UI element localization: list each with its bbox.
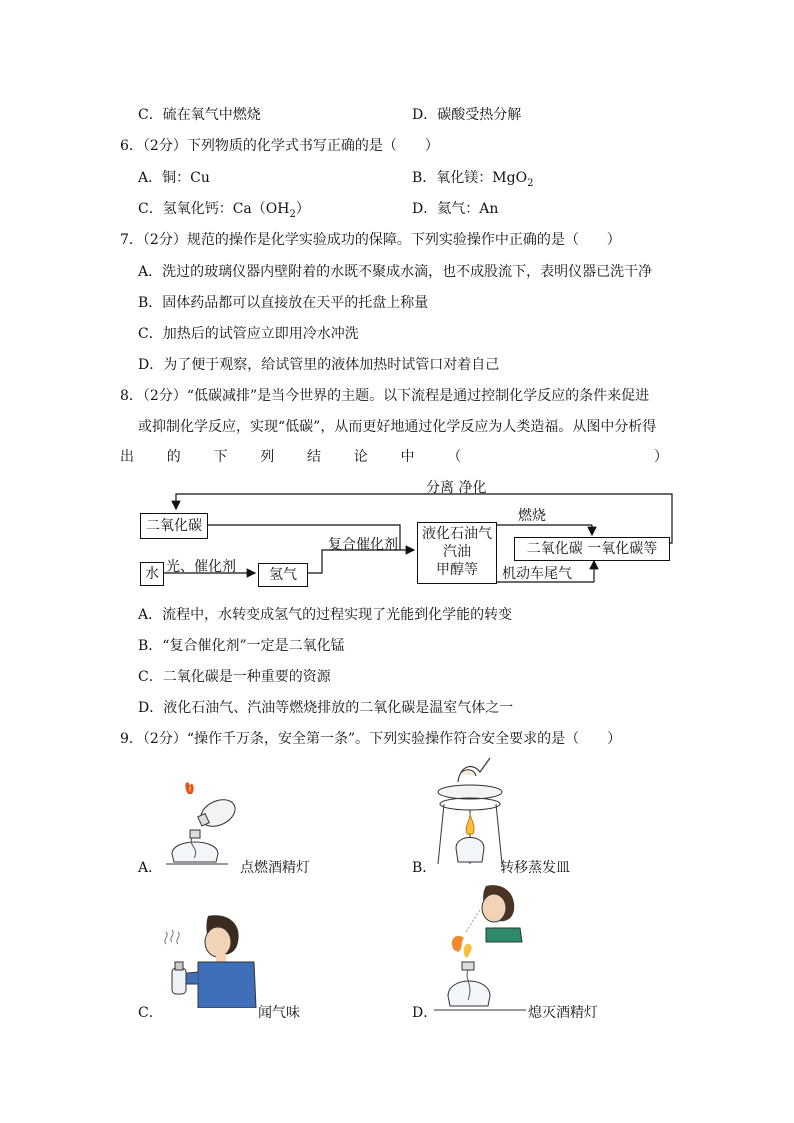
q8-option-d: D．液化石油气、汽油等燃烧排放的二氧化碳是温室气体之一	[138, 700, 514, 716]
q8-option-a: A．流程中，水转变成氢气的过程实现了光能到化学能的转变	[138, 607, 513, 623]
label-composite-catalyst: 复合催化剂	[328, 537, 398, 553]
label-vehicle-exhaust: 机动车尾气	[502, 566, 572, 582]
q8-option-b: B．“复合催化剂”一定是二氧化锰	[138, 638, 345, 654]
evaporating-dish-illustration	[430, 752, 510, 872]
box-carbon-dioxide: 二氧化碳	[140, 513, 208, 539]
q6-option-d: D．氦气：An	[412, 201, 499, 217]
box-hydrogen: 氢气	[258, 563, 308, 587]
q8-stem-line3: 出 的 下 列 结 论 中 （ ）	[120, 449, 668, 465]
q9-option-a-letter: A．	[138, 860, 163, 876]
q9-option-b-caption: 转移蒸发皿	[500, 860, 570, 876]
label-combustion: 燃烧	[518, 508, 546, 524]
q5-option-c: C．硫在氧气中燃烧	[138, 107, 261, 123]
label-separate-purify: 分离 净化	[426, 480, 487, 496]
q5-option-d: D．碳酸受热分解	[412, 107, 522, 123]
q7-option-c: C．加热后的试管应立即用冷水冲洗	[138, 326, 359, 342]
q9-option-c-caption: 闻气味	[258, 1005, 300, 1021]
q6-option-b: B．氧化镁：MgO$_2$	[412, 170, 534, 189]
smelling-gas-illustration	[158, 912, 258, 1008]
q9-option-c-letter: C．	[138, 1005, 163, 1021]
box-water: 水	[140, 562, 164, 586]
box-products: 二氧化碳 一氧化碳等	[514, 537, 670, 561]
label-light-catalyst: 光、催化剂	[166, 559, 236, 575]
q9-option-d-caption: 熄灭酒精灯	[528, 1005, 598, 1021]
q7-option-a: A．洗过的玻璃仪器内壁附着的水既不聚成水滴，也不成股流下，表明仪器已洗干净	[138, 264, 653, 280]
q7-stem: 7．（2分）规范的操作是化学实验成功的保障。下列实验操作中正确的是（ ）	[120, 232, 621, 248]
extinguish-lamp-illustration	[430, 880, 530, 1020]
lighting-lamp-illustration	[158, 778, 248, 868]
q9-stem: 9．（2分）“操作千万条，安全第一条”。下列实验操作符合安全要求的是（ ）	[120, 731, 622, 747]
q7-option-d: D．为了便于观察，给试管里的液体加热时试管口对着自己	[138, 357, 500, 373]
q8-stem-line2: 或抑制化学反应，实现“低碳”，从而更好地通过化学反应为人类造福。从图中分析得	[138, 419, 657, 435]
q8-stem-line1: 8．（2分）“低碳减排”是当今世界的主题。以下流程是通过控制化学反应的条件来促进	[120, 388, 650, 404]
q6-option-c: C．氢氧化钙：$Ca(OH_2)$	[138, 201, 310, 220]
q9-option-b-letter: B．	[412, 860, 437, 876]
q9-option-a-caption: 点燃酒精灯	[240, 860, 310, 876]
q9-option-d-letter: D．	[412, 1005, 438, 1021]
box-fuels: 液化石油气 汽油 甲醇等	[417, 522, 497, 584]
q6-stem: 6．（2分）下列物质的化学式书写正确的是（ ）	[120, 138, 439, 154]
q7-option-b: B．固体药品都可以直接放在天平的托盘上称量	[138, 295, 429, 311]
q8-option-c: C．二氧化碳是一种重要的资源	[138, 669, 331, 685]
q6-option-a: A．铜：Cu	[138, 170, 210, 186]
